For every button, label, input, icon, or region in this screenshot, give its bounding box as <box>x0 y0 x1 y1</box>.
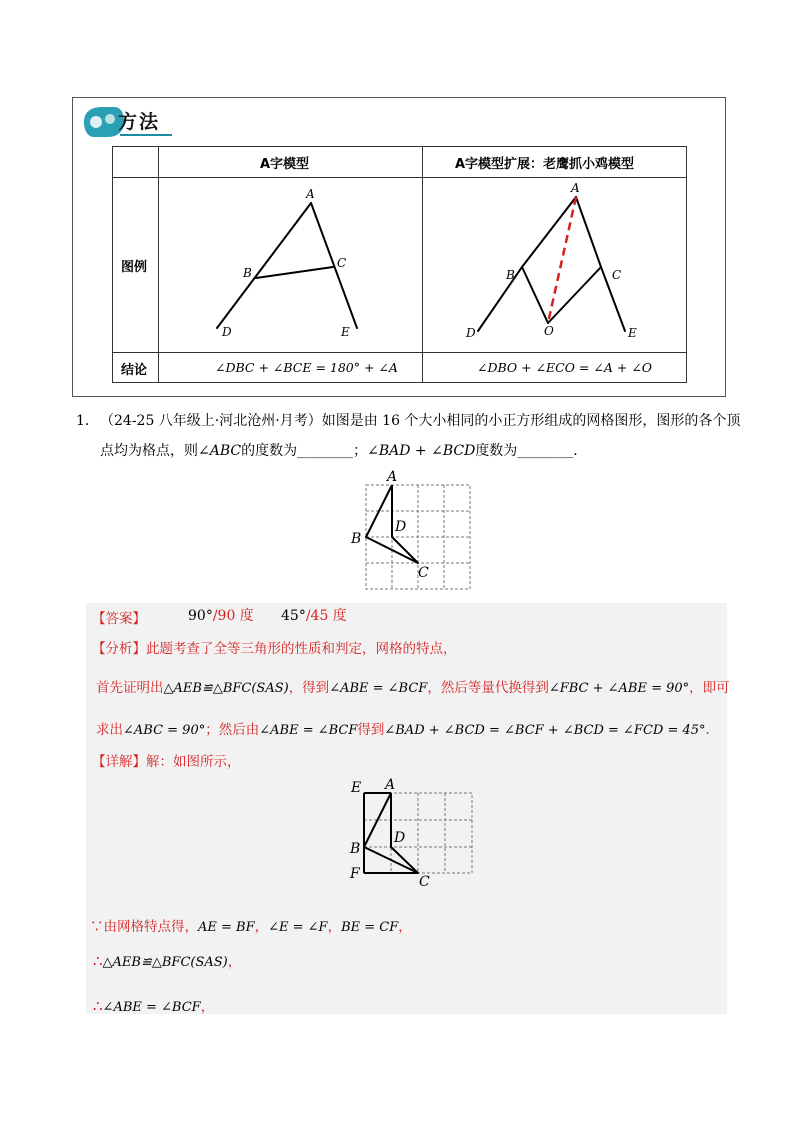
grid2-label-b: B <box>350 841 361 857</box>
grid2-label-a: A <box>385 777 396 793</box>
fig-right-label-c: C <box>612 268 622 282</box>
question-grid-figure <box>345 465 475 590</box>
fig-left-label-d: D <box>222 325 232 339</box>
grid-label-a: A <box>387 469 398 485</box>
fig-left-label-a: A <box>306 187 315 201</box>
answer-tag: 【答案】 <box>92 611 146 627</box>
a-model-figure <box>200 180 380 345</box>
row-label-conclusion: 结论 <box>121 363 148 378</box>
question-line-2: 点均为格点，则∠ABC的度数为________；∠BAD + ∠BCD度数为________. <box>100 443 578 459</box>
table-header-a-model: A字模型 <box>260 157 310 172</box>
step-1: ∵由网格特点得，AE = BF，∠E = ∠F，BE = CF， <box>90 919 412 935</box>
grid-label-d: D <box>395 519 407 535</box>
grid-label-b: B <box>351 531 362 547</box>
grid2-label-d: D <box>394 830 406 846</box>
table-header-extension: A字模型扩展：老鹰抓小鸡模型 <box>455 157 635 172</box>
analysis-line-1: 【分析】此题考查了全等三角形的性质和判定，网格的特点， <box>92 641 457 657</box>
analysis-line-2: 首先证明出△AEB≌△BFC(SAS)，得到∠ABE = ∠BCF，然后等量代换得到∠FBC + ∠ABE = 90°，即可 <box>96 680 730 696</box>
answer-value-1: 90°/90 度 <box>188 608 254 624</box>
detail-line: 【详解】解：如图所示， <box>92 754 241 770</box>
fig-right-label-b: B <box>506 268 515 282</box>
fig-right-label-e: E <box>628 326 637 340</box>
detail-grid-figure <box>345 775 480 895</box>
question-line-1: （24-25 八年级上·河北沧州·月考）如图是由 16 个大小相同的小正方形组成的网格图形，图形的各个顶 <box>100 413 741 429</box>
fig-left-label-c: C <box>337 256 347 270</box>
conclusion-left: ∠DBC + ∠BCE = 180° + ∠A <box>215 360 398 375</box>
question-number: 1． <box>76 413 99 429</box>
analysis-line-3: 求出∠ABC = 90°；然后由∠ABE = ∠BCF得到∠BAD + ∠BCD = ∠BCF + ∠BCD = ∠FCD = 45°. <box>96 722 710 738</box>
grid-label-c: C <box>418 565 429 581</box>
grid2-label-e: E <box>351 780 362 796</box>
fig-right-label-o: O <box>544 324 554 338</box>
fig-left-label-e: E <box>341 325 350 339</box>
grid2-label-c: C <box>419 874 430 890</box>
angle-abc: ∠ABC <box>198 443 242 459</box>
eagle-chick-figure <box>460 180 660 345</box>
row-label-figure: 图例 <box>121 260 148 275</box>
fig-left-label-b: B <box>243 266 252 280</box>
answer-value-2: 45°/45 度 <box>281 608 347 624</box>
method-title-underline <box>120 134 172 136</box>
angle-sum: ∠BAD + ∠BCD <box>367 443 476 459</box>
step-3: ∴∠ABE = ∠BCF， <box>93 997 215 1015</box>
method-title: 方法 <box>118 111 161 133</box>
fig-right-label-a: A <box>571 181 580 195</box>
conclusion-right: ∠DBO + ∠ECO = ∠A + ∠O <box>477 360 653 375</box>
fig-right-label-d: D <box>466 326 476 340</box>
step-2: ∴△AEB≌△BFC(SAS)， <box>93 952 242 970</box>
grid2-label-f: F <box>350 866 360 882</box>
